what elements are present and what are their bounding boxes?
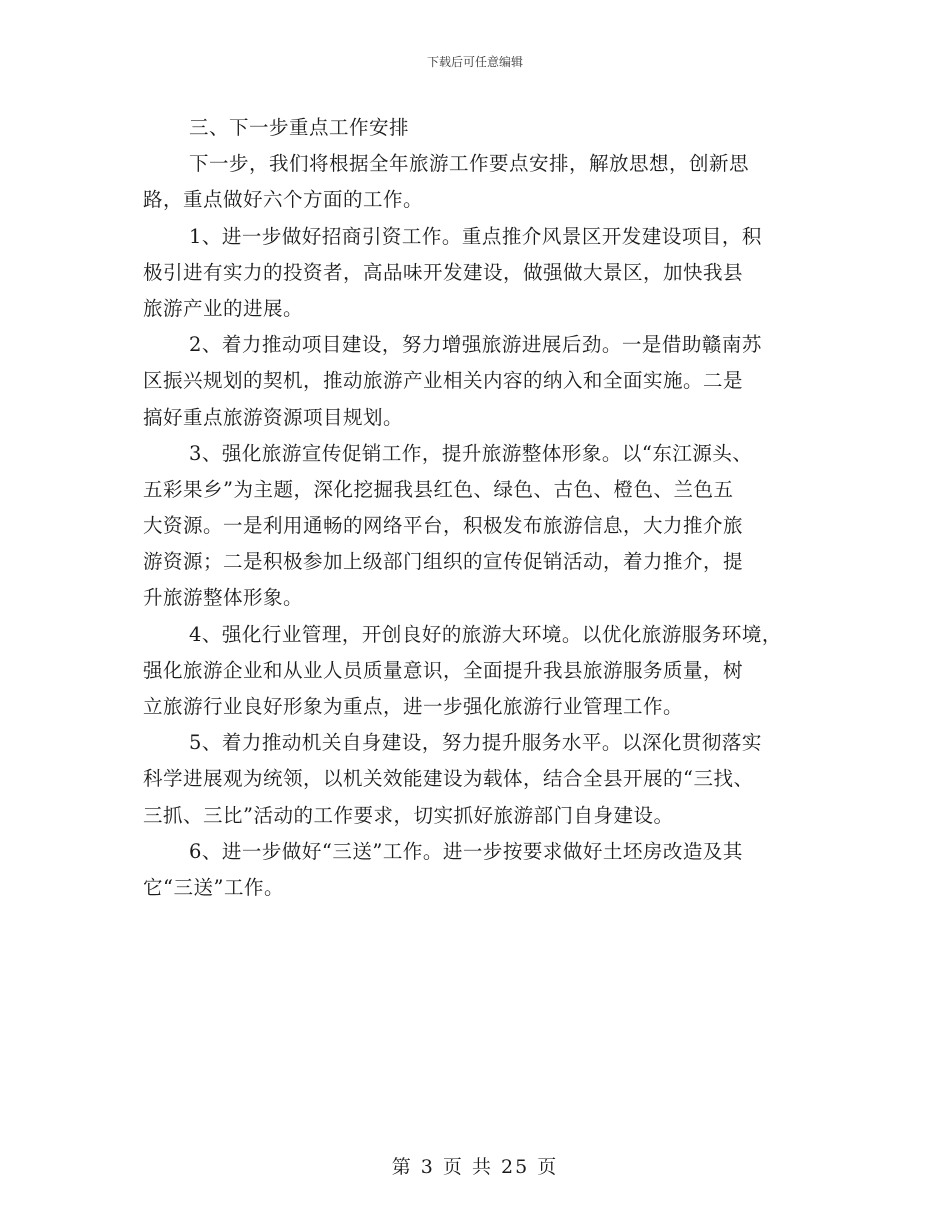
paragraph-line: 大资源。一是利用通畅的网络平台，积极发布旅游信息，大力推介旅 xyxy=(143,514,744,538)
paragraph-line: 3、强化旅游宣传促销工作，提升旅游整体形象。以“东江源头、 xyxy=(189,441,753,465)
paragraph-line: 立旅游行业良好形象为重点，进一步强化旅游行业管理工作。 xyxy=(143,695,684,718)
document-body xyxy=(143,110,813,906)
paragraph-line: 5、着力推动机关自身建设，努力提升服务水平。以深化贯彻落实 xyxy=(189,731,762,755)
paragraph-line: 搞好重点旅游资源项目规划。 xyxy=(143,405,404,429)
paragraph-line: 升旅游整体形象。 xyxy=(143,586,304,610)
page-number-footer: 第 3 页 共 25 页 xyxy=(391,1156,559,1178)
paragraph-line: 它“三送”工作。 xyxy=(143,875,284,899)
paragraph-line: 游资源；二是积极参加上级部门组织的宣传促销活动，着力推介，提 xyxy=(143,550,744,574)
paragraph-line: 4、强化行业管理，开创良好的旅游大环境。以优化旅游服务环境， xyxy=(189,622,782,646)
paragraph-line: 2、着力推动项目建设，努力增强旅游进展后劲。一是借助赣南苏 xyxy=(189,333,762,357)
page-header: 下载后可任意编辑 xyxy=(426,55,523,69)
paragraph-line: 三抓、三比”活动的工作要求，切实抓好旅游部门自身建设。 xyxy=(143,803,674,827)
paragraph-line: 路，重点做好六个方面的工作。 xyxy=(143,188,424,212)
paragraph-line: 区振兴规划的契机，推动旅游产业相关内容的纳入和全面实施。二是 xyxy=(143,369,744,393)
section-heading: 三、下一步重点工作安排 xyxy=(189,116,410,139)
paragraph-line: 下一步，我们将根据全年旅游工作要点安排，解放思想，创新思 xyxy=(189,152,750,176)
paragraph-line: 1、进一步做好招商引资工作。重点推介风景区开发建设项目，积 xyxy=(189,224,762,248)
paragraph-line: 极引进有实力的投资者，高品味开发建设，做强做大景区，加快我县 xyxy=(143,260,744,284)
paragraph-line: 旅游产业的进展。 xyxy=(143,296,304,320)
paragraph-line: 强化旅游企业和从业人员质量意识，全面提升我县旅游服务质量，树 xyxy=(143,658,744,682)
paragraph-line: 五彩果乡”为主题，深化挖掘我县红色、绿色、古色、橙色、兰色五 xyxy=(143,477,734,501)
paragraph-line: 6、进一步做好“三送”工作。进一步按要求做好土坯房改造及其 xyxy=(189,839,743,863)
paragraph-line: 科学进展观为统领，以机关效能建设为载体，结合全县开展的“三找、 xyxy=(143,767,754,791)
